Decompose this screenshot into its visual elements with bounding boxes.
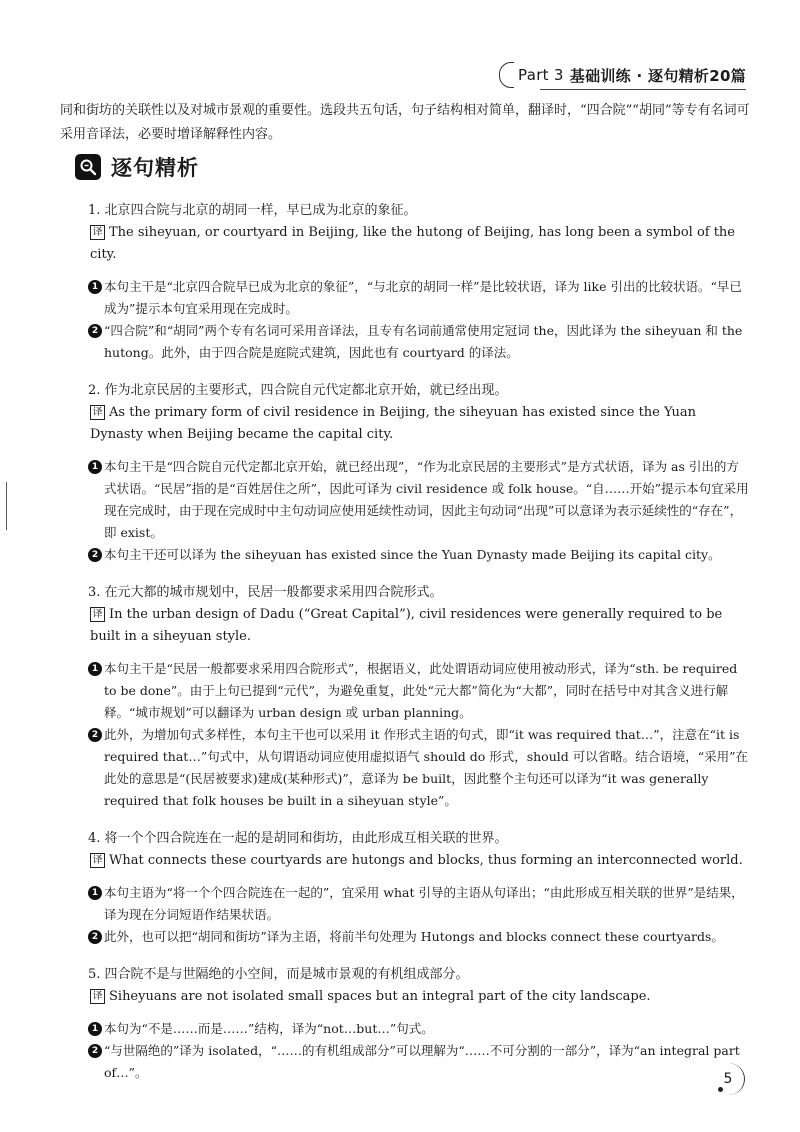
analysis-note: [88, 320, 750, 364]
translation: [90, 402, 750, 446]
analysis-note: [88, 882, 750, 926]
note-number: 1: [88, 460, 102, 474]
page-number: 5: [712, 1063, 745, 1095]
note-text: “四合院”和“胡同”两个专有名词可采用音译法，且专有名词前通常使用定冠词 the，因此译为 the siheyuan 和 the hutong。此外，由于四合院是庭院式建筑，因此也有 courtyard 的译法。: [104, 323, 743, 360]
note-number: 2: [88, 728, 102, 742]
analysis-note: [88, 658, 750, 724]
note-number: 1: [88, 886, 102, 900]
note-text: 本句主干还可以译为 the siheyuan has existed since the Yuan Dynasty made Beijing its capital city。: [104, 547, 721, 562]
note-text: 本句主干是“四合院自元代定都北京开始，就已经出现”，“作为北京民居的主要形式”是方式状语，译为 as 引出的方式状语。“民居”指的是“百姓居住之所”，因此可译为 civil residence 或 folk house。“自……开始”提示本句宜采用现在完成时，由于现在完成时中主句动词应使用延续性动词，因此主句动词“出现”可以意译为表示延续性的“存在”，即 exist。: [104, 459, 749, 540]
note-text: 本句为“不是……而是……”结构，译为“not…but…”句式。: [104, 1021, 434, 1036]
margin-mark: [6, 482, 7, 530]
running-header: [499, 62, 746, 88]
sentence-item: [88, 964, 750, 1084]
note-text: “与世隔绝的”译为 isolated，“……的有机组成部分”可以理解为“……不可分割的一部分”，译为“an integral part of…”。: [104, 1043, 740, 1080]
sentence-item: [88, 380, 750, 566]
translation-text: What connects these courtyards are hutongs and blocks, thus forming an interconnected world.: [109, 853, 743, 868]
page-number-dot: [718, 1087, 723, 1092]
translation: [90, 604, 750, 648]
analysis-note: [88, 276, 750, 320]
source-sentence: 3. 在元大都的城市规划中，民居一般都要求采用四合院形式。: [88, 585, 443, 600]
analysis-note: [88, 1018, 750, 1040]
header-title: 基础训练 · 逐句精析20篇: [569, 66, 746, 85]
source-sentence: 2. 作为北京民居的主要形式，四合院自元代定都北京开始，就已经出现。: [88, 383, 508, 398]
note-text: 本句主语为“将一个个四合院连在一起的”，宜采用 what 引导的主语从句译出；“由此形成互相关联的世界”是结果，译为现在分词短语作结果状语。: [104, 885, 744, 922]
analysis-note: [88, 456, 750, 544]
analysis-note: [88, 544, 750, 566]
source-sentence: 5. 四合院不是与世隔绝的小空间，而是城市景观的有机组成部分。: [88, 967, 469, 982]
analysis-note: [88, 724, 750, 812]
note-number: 1: [88, 280, 102, 294]
note-text: 本句主干是“民居一般都要求采用四合院形式”，根据语义，此处谓语动词应使用被动形式，译为“sth. be required to be done”。由于上句已提到“元代”，为避免重复，此处“元大都”简化为“大都”，同时在括号中对其含义进行解释。“城市规划”可以翻译为 urban design 或 urban planning。: [104, 661, 738, 720]
header-part: Part 3: [518, 66, 564, 84]
translation-text: In the urban design of Dadu (“Great Capital”), civil residences were generally required to be built in a siheyuan style.: [90, 607, 723, 644]
translation: [90, 850, 750, 872]
note-number: 2: [88, 930, 102, 944]
translation: [90, 222, 750, 266]
analysis-note: [88, 1040, 750, 1084]
header-rule: [540, 89, 746, 90]
translation-text: The siheyuan, or courtyard in Beijing, like the hutong of Beijing, has long been a symbol of the city.: [90, 225, 735, 262]
translation-badge: 译: [90, 225, 105, 240]
sentence-item: [88, 582, 750, 812]
translation-text: Siheyuans are not isolated small spaces but an integral part of the city landscape.: [109, 989, 651, 1004]
translation: [90, 986, 750, 1008]
note-number: 1: [88, 662, 102, 676]
note-number: 2: [88, 324, 102, 338]
note-number: 1: [88, 1022, 102, 1036]
section-heading: [75, 152, 199, 182]
sentence-item: [88, 200, 750, 364]
source-sentence: 1. 北京四合院与北京的胡同一样，早已成为北京的象征。: [88, 203, 417, 218]
note-number: 2: [88, 1044, 102, 1058]
note-text: 此外，为增加句式多样性，本句主干也可以采用 it 作形式主语的句式，即“it was required that…”，注意在“it is required that…”句式中，从句谓语动词应使用虚拟语气 should do 形式，should 可以省略。结合语境，“采用”在此处的意思是“(民居被要求)建成(某种形式)”，意译为 be built，因此整个主句还可以译为“it was generally required that folk houses be built in a siheyuan style”。: [104, 727, 748, 808]
translation-badge: 译: [90, 405, 105, 420]
note-number: 2: [88, 548, 102, 562]
translation-badge: 译: [90, 989, 105, 1004]
intro-paragraph: 同和街坊的关联性以及对城市景观的重要性。选段共五句话，句子结构相对简单，翻译时，“四合院”“胡同”等专有名词可采用音译法，必要时增译解释性内容。: [60, 103, 750, 142]
source-sentence: 4. 将一个个四合院连在一起的是胡同和街坊，由此形成互相关联的世界。: [88, 831, 508, 846]
analysis-note: [88, 926, 750, 948]
note-text: 本句主干是“北京四合院早已成为北京的象征”，“与北京的胡同一样”是比较状语，译为 like 引出的比较状语。“早已成为”提示本句宜采用现在完成时。: [104, 279, 742, 316]
translation-text: As the primary form of civil residence in Beijing, the siheyuan has existed since the Yuan Dynasty when Beijing became the capital city.: [90, 405, 696, 442]
section-title: 逐句精析: [111, 156, 199, 180]
header-bracket: [499, 62, 514, 88]
sentence-item: [88, 828, 750, 948]
magnifier-icon: [75, 154, 101, 180]
note-text: 此外，也可以把“胡同和街坊”译为主语，将前半句处理为 Hutongs and blocks connect these courtyards。: [104, 929, 724, 944]
translation-badge: 译: [90, 853, 105, 868]
sentence-list: [88, 200, 750, 1100]
translation-badge: 译: [90, 607, 105, 622]
